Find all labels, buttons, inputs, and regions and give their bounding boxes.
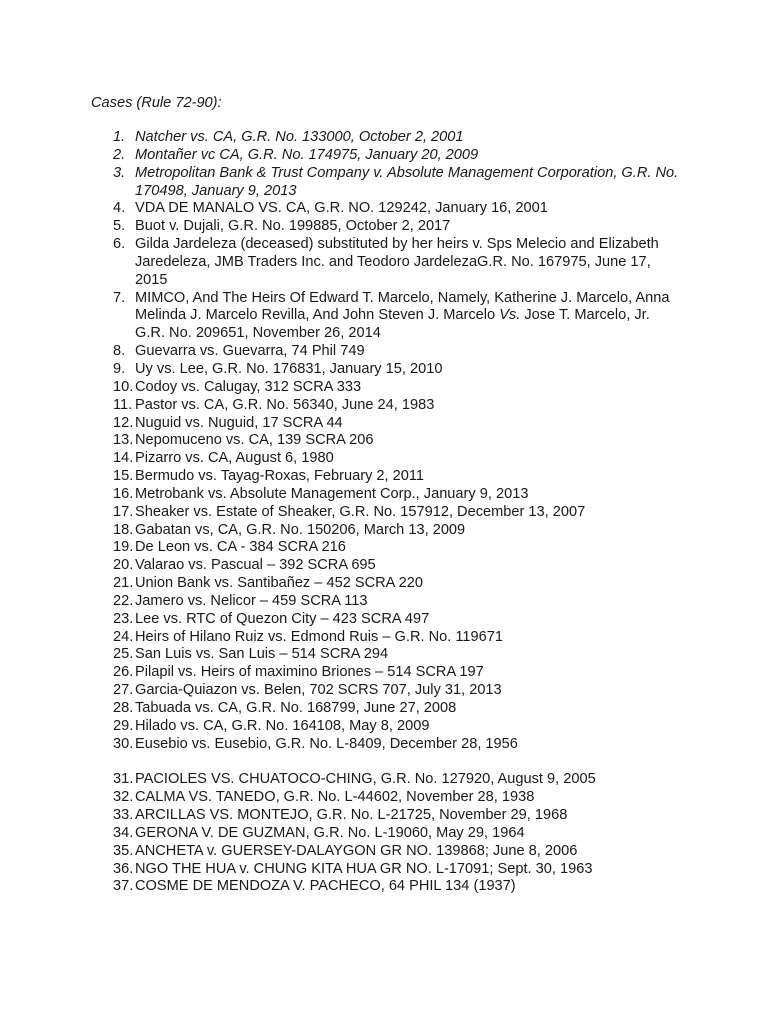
item-number: 8. bbox=[113, 343, 126, 360]
item-text: Gilda Jardeleza (deceased) substituted by her heirs v. Sps Melecio and Elizabeth Jaredeleza, JMB Traders Inc. and Teodoro JardelezaG.R. No. 167975, June 17, 2015 bbox=[135, 236, 659, 288]
list-item bbox=[91, 361, 691, 379]
list-item bbox=[91, 861, 691, 879]
list-item bbox=[91, 522, 691, 540]
item-number: 5. bbox=[113, 218, 126, 235]
item-number: 20. bbox=[113, 557, 134, 574]
item-number: 16. bbox=[113, 485, 134, 502]
item-number: 28. bbox=[113, 700, 134, 716]
list-item bbox=[91, 290, 691, 344]
item-number: 10. bbox=[113, 378, 134, 395]
item-text: ANCHETA v. GUERSEY-DALAYGON GR NO. 139868; June 8, 2006 bbox=[135, 842, 578, 859]
list-item bbox=[91, 646, 691, 664]
list-item bbox=[91, 825, 691, 843]
item-text: PACIOLES VS. CHUATOCO-CHING, G.R. No. 127920, August 9, 2005 bbox=[135, 771, 596, 788]
list-item bbox=[91, 504, 691, 522]
item-text: Hilado vs. CA, G.R. No. 164108, May 8, 2009 bbox=[135, 717, 430, 734]
list-item bbox=[91, 397, 691, 415]
list-item bbox=[91, 236, 691, 290]
item-number: 34. bbox=[113, 824, 134, 841]
item-number: 14. bbox=[113, 450, 134, 467]
list-item bbox=[91, 629, 691, 647]
list-item bbox=[91, 468, 691, 486]
item-text: Heirs of Hilano Ruiz vs. Edmond Ruis – G.R. No. 119671 bbox=[135, 628, 503, 645]
item-text: Union Bank vs. Santibañez – 452 SCRA 220 bbox=[135, 575, 424, 592]
list-item bbox=[91, 807, 691, 825]
item-text: Tabuada vs. CA, G.R. No. 168799, June 27, 2008 bbox=[135, 700, 457, 716]
list-item bbox=[91, 486, 691, 504]
page-heading: Cases (Rule 72-90): bbox=[91, 95, 222, 111]
list-item bbox=[91, 165, 691, 201]
item-text: Garcia-Quiazon vs. Belen, 702 SCRS 707, July 31, 2013 bbox=[135, 682, 502, 699]
item-number: 7. bbox=[113, 289, 126, 306]
item-number: 4. bbox=[113, 200, 126, 217]
item-number: 1. bbox=[113, 129, 126, 145]
item-text: Uy vs. Lee, G.R. No. 176831, January 15, 2010 bbox=[135, 360, 443, 377]
list-item bbox=[91, 415, 691, 433]
item-text: GERONA V. DE GUZMAN, G.R. No. L-19060, May 29, 1964 bbox=[135, 824, 525, 841]
item-text: Pastor vs. CA, G.R. No. 56340, June 24, 1983 bbox=[135, 396, 435, 413]
list-item bbox=[91, 682, 691, 700]
item-number: 6. bbox=[113, 236, 126, 253]
item-number: 12. bbox=[113, 414, 134, 431]
item-number: 33. bbox=[113, 807, 134, 824]
item-number: 21. bbox=[113, 575, 134, 592]
item-text: VDA DE MANALO VS. CA, G.R. NO. 129242, January 16, 2001 bbox=[135, 200, 548, 217]
list-item bbox=[91, 736, 691, 754]
list-item bbox=[91, 664, 691, 682]
item-text: Metrobank vs. Absolute Management Corp., January 9, 2013 bbox=[135, 485, 529, 502]
list-item bbox=[91, 450, 691, 468]
item-number: 9. bbox=[113, 360, 126, 377]
item-text: Codoy vs. Calugay, 312 SCRA 333 bbox=[135, 378, 362, 395]
item-text: ARCILLAS VS. MONTEJO, G.R. No. L-21725, November 29, 1968 bbox=[135, 807, 568, 824]
item-number: 25. bbox=[113, 646, 134, 663]
item-text: CALMA VS. TANEDO, G.R. No. L-44602, November 28, 1938 bbox=[135, 789, 535, 806]
item-number: 2. bbox=[113, 146, 126, 163]
item-text: MIMCO, And The Heirs Of Edward T. Marcelo, Namely, Katherine J. Marcelo, Anna Melinda J. Marcelo Revilla, And John Steven J. Marcelo Vs. Jose T. Marcelo, Jr. G.R. No. 209651, November 26, 2014 bbox=[135, 289, 670, 342]
item-text: Natcher vs. CA, G.R. No. 133000, October 2, 2001 bbox=[135, 129, 464, 145]
list-item bbox=[91, 843, 691, 861]
item-text: Gabatan vs, CA, G.R. No. 150206, March 13, 2009 bbox=[135, 521, 466, 538]
item-text: Sheaker vs. Estate of Sheaker, G.R. No. 157912, December 13, 2007 bbox=[135, 503, 586, 520]
list-item bbox=[91, 575, 691, 593]
list-item bbox=[91, 379, 691, 397]
item-number: 15. bbox=[113, 468, 134, 485]
list-item bbox=[91, 700, 691, 718]
list-item bbox=[91, 343, 691, 361]
item-number: 11. bbox=[113, 396, 133, 413]
list-item bbox=[91, 129, 691, 147]
item-number: 27. bbox=[113, 682, 134, 699]
item-number: 30. bbox=[113, 735, 134, 752]
item-text: Nuguid vs. Nuguid, 17 SCRA 44 bbox=[135, 414, 343, 431]
item-number: 36. bbox=[113, 860, 134, 877]
item-text: Montañer vc CA, G.R. No. 174975, January 20, 2009 bbox=[135, 146, 479, 163]
item-number: 26. bbox=[113, 664, 134, 681]
item-text: Pilapil vs. Heirs of maximino Briones – 514 SCRA 197 bbox=[135, 664, 484, 681]
item-text: Jamero vs. Nelicor – 459 SCRA 113 bbox=[135, 592, 368, 609]
list-item bbox=[91, 789, 691, 807]
item-text: Bermudo vs. Tayag-Roxas, February 2, 2011 bbox=[135, 468, 425, 485]
list-item bbox=[91, 432, 691, 450]
item-text: Guevarra vs. Guevarra, 74 Phil 749 bbox=[135, 343, 365, 360]
list-item bbox=[91, 200, 691, 218]
item-text: Buot v. Dujali, G.R. No. 199885, October 2, 2017 bbox=[135, 218, 451, 235]
item-number: 32. bbox=[113, 789, 134, 806]
item-text: San Luis vs. San Luis – 514 SCRA 294 bbox=[135, 646, 389, 663]
list-item bbox=[91, 718, 691, 736]
item-text: De Leon vs. CA - 384 SCRA 216 bbox=[135, 539, 346, 556]
item-number: 22. bbox=[113, 592, 134, 609]
item-number: 18. bbox=[113, 521, 134, 538]
item-number: 17. bbox=[113, 503, 134, 520]
list-item bbox=[91, 611, 691, 629]
item-text: Pizarro vs. CA, August 6, 1980 bbox=[135, 450, 334, 467]
item-number: 3. bbox=[113, 164, 126, 181]
item-text: Metropolitan Bank & Trust Company v. Absolute Management Corporation, G.R. No. 170498, January 9, 2013 bbox=[135, 164, 679, 199]
item-text: Valarao vs. Pascual – 392 SCRA 695 bbox=[135, 557, 376, 574]
item-number: 23. bbox=[113, 610, 134, 627]
item-number: 31. bbox=[113, 771, 134, 788]
case-list bbox=[91, 129, 691, 896]
list-item bbox=[91, 878, 691, 896]
item-text: Nepomuceno vs. CA, 139 SCRA 206 bbox=[135, 432, 374, 449]
item-text: NGO THE HUA v. CHUNG KITA HUA GR NO. L-17091; Sept. 30, 1963 bbox=[135, 860, 593, 877]
list-item bbox=[91, 539, 691, 557]
item-number: 35. bbox=[113, 842, 134, 859]
list-gap bbox=[91, 754, 691, 772]
list-item bbox=[91, 557, 691, 575]
item-number: 19. bbox=[113, 539, 134, 556]
item-number: 13. bbox=[113, 432, 134, 449]
list-item bbox=[91, 218, 691, 236]
list-item bbox=[91, 593, 691, 611]
list-item bbox=[91, 771, 691, 789]
item-number: 29. bbox=[113, 717, 134, 734]
item-text: Eusebio vs. Eusebio, G.R. No. L-8409, December 28, 1956 bbox=[135, 735, 518, 752]
item-text: Lee vs. RTC of Quezon City – 423 SCRA 497 bbox=[135, 610, 430, 627]
item-number: 24. bbox=[113, 628, 134, 645]
item-number: 37. bbox=[113, 878, 134, 895]
list-item bbox=[91, 147, 691, 165]
item-text: COSME DE MENDOZA V. PACHECO, 64 PHIL 134 (1937) bbox=[135, 878, 516, 895]
